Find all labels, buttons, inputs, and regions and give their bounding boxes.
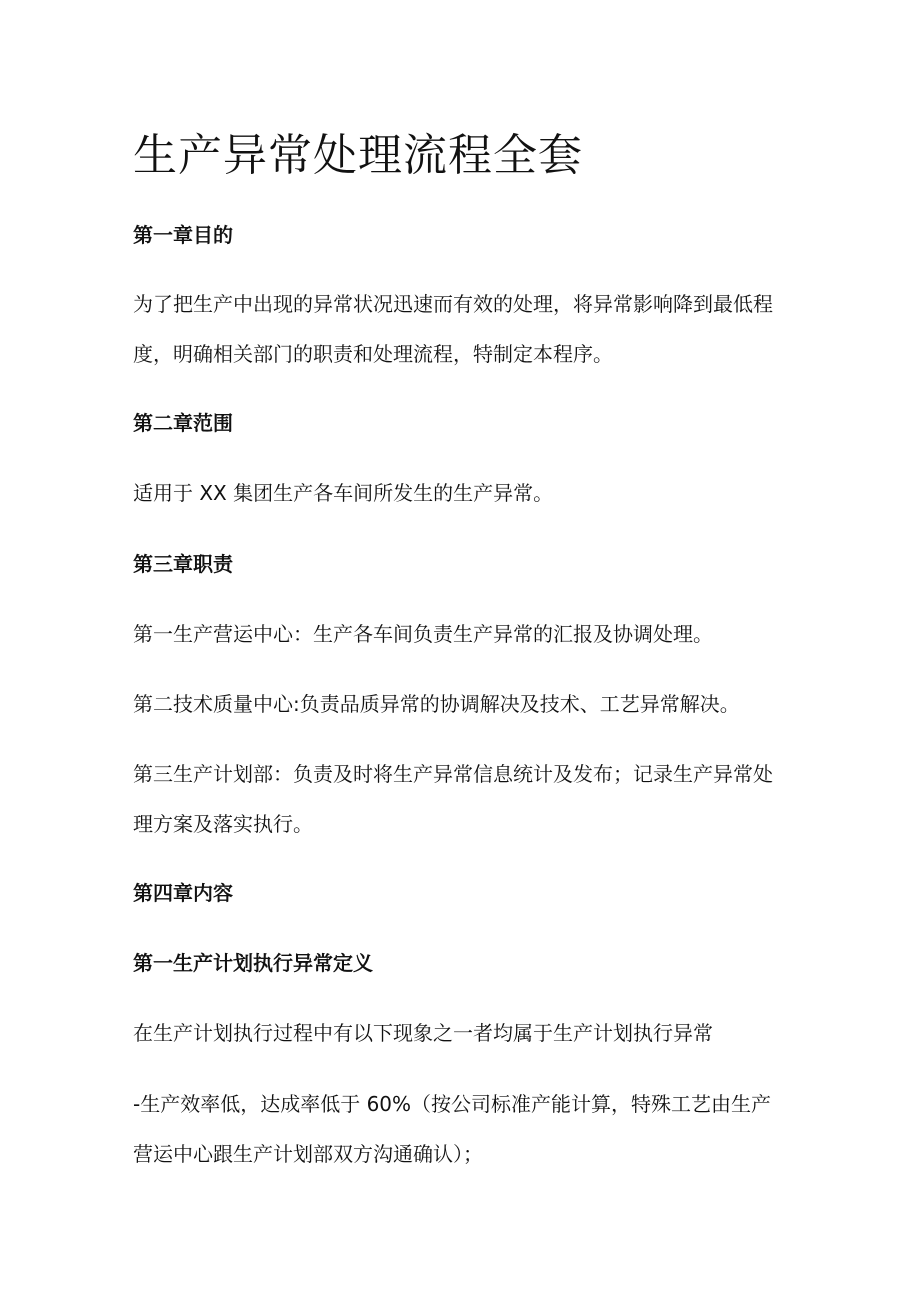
chapter-3-item-1 [133,609,793,659]
document-title: 生产异常处理流程全套 [133,130,583,181]
chapter-1-paragraph [133,279,793,379]
chapter-2-paragraph [133,468,793,518]
chapter-4-subheading: 第一生产计划执行异常定义 [133,951,373,975]
paragraph-line: 第二技术质量中心:负责品质异常的协调解决及技术、工艺异常解决。 [133,692,740,716]
chapter-4-heading: 第四章内容 [133,881,233,905]
paragraph-line: 为了把生产中出现的异常状况迅速而有效的处理，将异常影响降到最低程 [133,292,773,316]
chapter-4-bullet-1 [133,1079,793,1179]
chapter-1-heading: 第一章目的 [133,223,233,247]
paragraph-line: 第三生产计划部：负责及时将生产异常信息统计及发布；记录生产异常处 [133,762,773,786]
paragraph-line: 第一生产营运中心：生产各车间负责生产异常的汇报及协调处理。 [133,622,713,646]
paragraph-line: 营运中心跟生产计划部双方沟通确认）； [133,1142,483,1166]
paragraph-line: 度，明确相关部门的职责和处理流程，特制定本程序。 [133,342,613,366]
chapter-3-item-3 [133,749,793,849]
paragraph-line: -生产效率低，达成率低于 60%（按公司标准产能计算，特殊工艺由生产 [133,1092,772,1116]
chapter-3-item-2 [133,679,793,729]
chapter-3-heading: 第三章职责 [133,552,233,576]
chapter-4-intro [133,1008,793,1058]
chapter-2-heading: 第二章范围 [133,411,233,435]
paragraph-line: 理方案及落实执行。 [133,812,313,836]
paragraph-line: 适用于 XX 集团生产各车间所发生的生产异常。 [133,481,554,505]
paragraph-line: 在生产计划执行过程中有以下现象之一者均属于生产计划执行异常 [133,1021,713,1045]
